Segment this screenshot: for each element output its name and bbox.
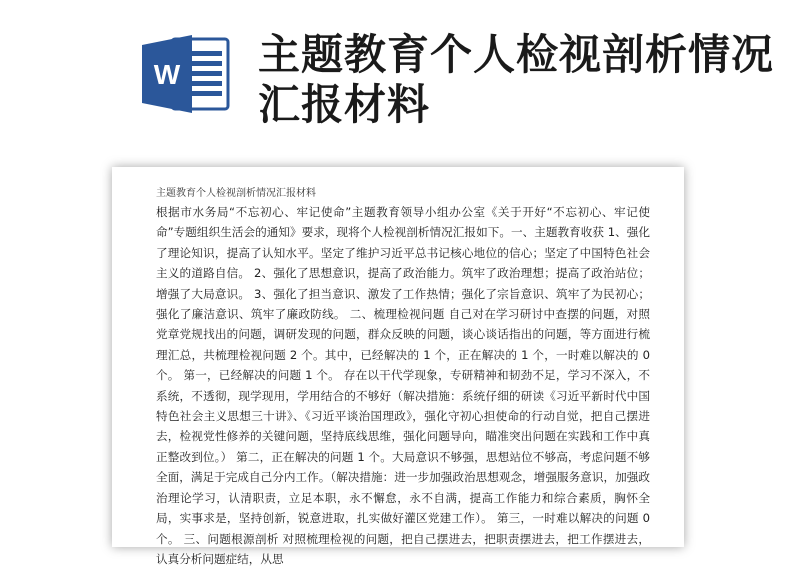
word-icon	[142, 33, 230, 115]
svg-text:W: W	[153, 59, 181, 90]
document-page	[112, 167, 684, 566]
header	[0, 0, 800, 150]
document-content	[156, 185, 650, 569]
document-heading: 主题教育个人检视剖析情况汇报材料	[156, 188, 316, 199]
page-title: 主题教育个人检视剖析情况汇报材料	[258, 30, 775, 129]
document-body: 根据市水务局“不忘初心、牢记使命”主题教育领导小组办公室《关于开好“不忘初心、牢记使命”专题组织生活会的通知》要求，现将个人检视剖析情况汇报如下。一、主题教育收获 1、强化了理论知识，提高了认知水平。坚定了维护习近平总书记核心地位的信心；坚定了中国特色社会主义的道路自信。 2、强化了思想意识，提高了政治能力。筑牢了政治理想；提高了政治站位；增强了大局意识。 3、强化了担当意识、激发了工作热情；强化了宗旨意识、筑牢了为民初心；强化了廉洁意识、筑牢了廉政防线。 二、梳理检视问题 自己对在学习研讨中查摆的问题，对照党章党规找出的问题，调研发现的问题，群众反映的问题，谈心谈话指出的问题，等方面进行梳理汇总，共梳理检视问题 2 个。其中，已经解决的 1 个，正在解决的 1 个，一时难以解决的 0 个。 第一，已经解决的问题 1 个。 存在以干代学现象，专研精神和韧劲不足，学习不深入，不系统，不透彻，现学现用，学用结合的不够好（解决措施：系统仔细的研读《习近平新时代中国特色社会主义思想三十讲》、《习近平谈治国理政》，强化守初心担使命的行动自觉，把自己摆进去，检视党性修养的关键问题，坚持底线思维，强化问题导向，瞄准突出问题在实践和工作中真正整改到位。） 第二，正在解决的问题 1 个。大局意识不够强，思想站位不够高，考虑问题不够全面，满足于完成自己分内工作。（解决措施：进一步加强政治思想观念，增强服务意识，加强政治理论学习，认清职责，立足本职，永不懈怠，永不自满，提高工作能力和综合素质，胸怀全局，实事求是，坚持创新，锐意进取，扎实做好灌区党建工作）。 第三，一时难以解决的问题 0 个。 三、问题根源剖析 对照梳理检视的问题，把自己摆进去，把职责摆进去，把工作摆进去，认真分析问题症结，从思	[156, 205, 650, 566]
